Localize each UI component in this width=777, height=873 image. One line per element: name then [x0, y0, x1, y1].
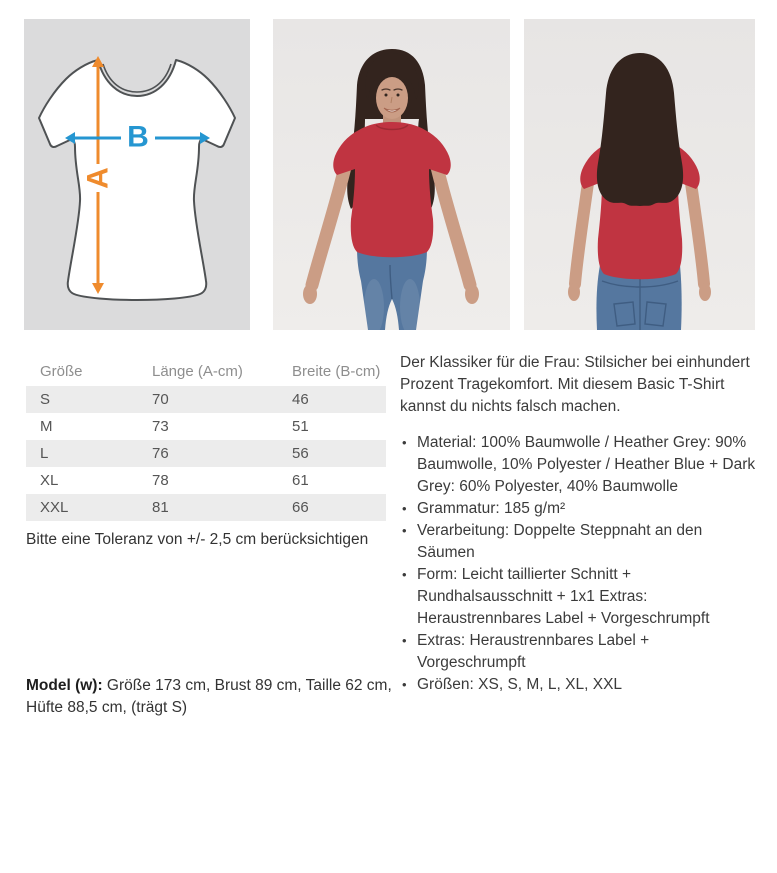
spec-item: • Grammatur: 185 g/m² — [400, 498, 758, 520]
width-cell: 46 — [292, 391, 309, 408]
product-description — [400, 352, 758, 696]
table-row — [26, 440, 386, 467]
tolerance-note: Bitte eine Toleranz von +/- 2,5 cm berücksichtigen — [26, 531, 369, 548]
spec-list — [400, 432, 758, 696]
size-diagram-image — [24, 19, 250, 330]
model-info-details: Größe 173 cm, Brust 89 cm, Taille 62 cm, Hüfte 88,5 cm, (trägt S) — [26, 677, 392, 716]
spec-item: • Extras: Heraustrennbares Label + Vorgeschrumpft — [400, 630, 758, 674]
length-cell: 70 — [152, 391, 169, 408]
spec-item: • Verarbeitung: Doppelte Steppnaht an den Säumen — [400, 520, 758, 564]
right-hand — [465, 284, 479, 304]
length-cell: 73 — [152, 418, 169, 435]
table-row — [26, 386, 386, 413]
tshirt-measurement-diagram — [24, 19, 250, 330]
model-info — [26, 675, 398, 719]
description-intro: Der Klassiker für die Frau: Stilsicher bei einhundert Prozent Tragekomfort. Mit diesem Basic T-Shirt kannst du nichts falsch machen. — [400, 354, 750, 415]
table-row — [26, 413, 386, 440]
table-row — [26, 467, 386, 494]
model-back-illustration — [524, 19, 755, 330]
size-cell: S — [40, 391, 51, 408]
spec-item: • Form: Leicht taillierter Schnitt + Rundhalsausschnitt + 1x1 Extras: Heraustrennbares Label + Vorgeschrumpft — [400, 564, 758, 630]
width-cell: 56 — [292, 445, 309, 462]
size-cell: M — [40, 418, 53, 435]
model-back-photo[interactable] — [524, 19, 755, 330]
hair-back-view — [597, 53, 683, 206]
left-eye — [385, 94, 388, 97]
size-cell: L — [40, 445, 49, 462]
size-table-body — [26, 386, 386, 521]
size-cell: XXL — [40, 499, 69, 516]
model-front-illustration — [273, 19, 510, 330]
spec-item: • Größen: XS, S, M, L, XL, XXL — [400, 674, 758, 696]
spec-item: • Material: 100% Baumwolle / Heather Grey: 90% Baumwolle, 10% Polyester / Heather Blue + Dark Grey: 60% Polyester, 40% Baumwolle — [400, 432, 758, 498]
size-cell: XL — [40, 472, 59, 489]
column-header-length: Länge (A-cm) — [152, 363, 243, 380]
right-eye — [397, 94, 400, 97]
column-header-size: Größe — [40, 363, 83, 380]
width-label: B — [127, 120, 149, 154]
size-table — [26, 357, 386, 521]
length-cell: 76 — [152, 445, 169, 462]
length-cell: 81 — [152, 499, 169, 516]
left-hand — [568, 283, 580, 301]
length-cell: 78 — [152, 472, 169, 489]
size-table-header-row — [26, 357, 386, 386]
right-hand — [699, 283, 711, 301]
column-header-width: Breite (B-cm) — [292, 363, 381, 380]
width-cell: 66 — [292, 499, 309, 516]
length-label: A — [81, 167, 115, 189]
width-cell: 61 — [292, 472, 309, 489]
model-front-photo[interactable] — [273, 19, 510, 330]
left-hand — [303, 284, 317, 304]
model-info-label: Model (w): — [26, 677, 103, 694]
width-cell: 51 — [292, 418, 309, 435]
table-row — [26, 494, 386, 521]
